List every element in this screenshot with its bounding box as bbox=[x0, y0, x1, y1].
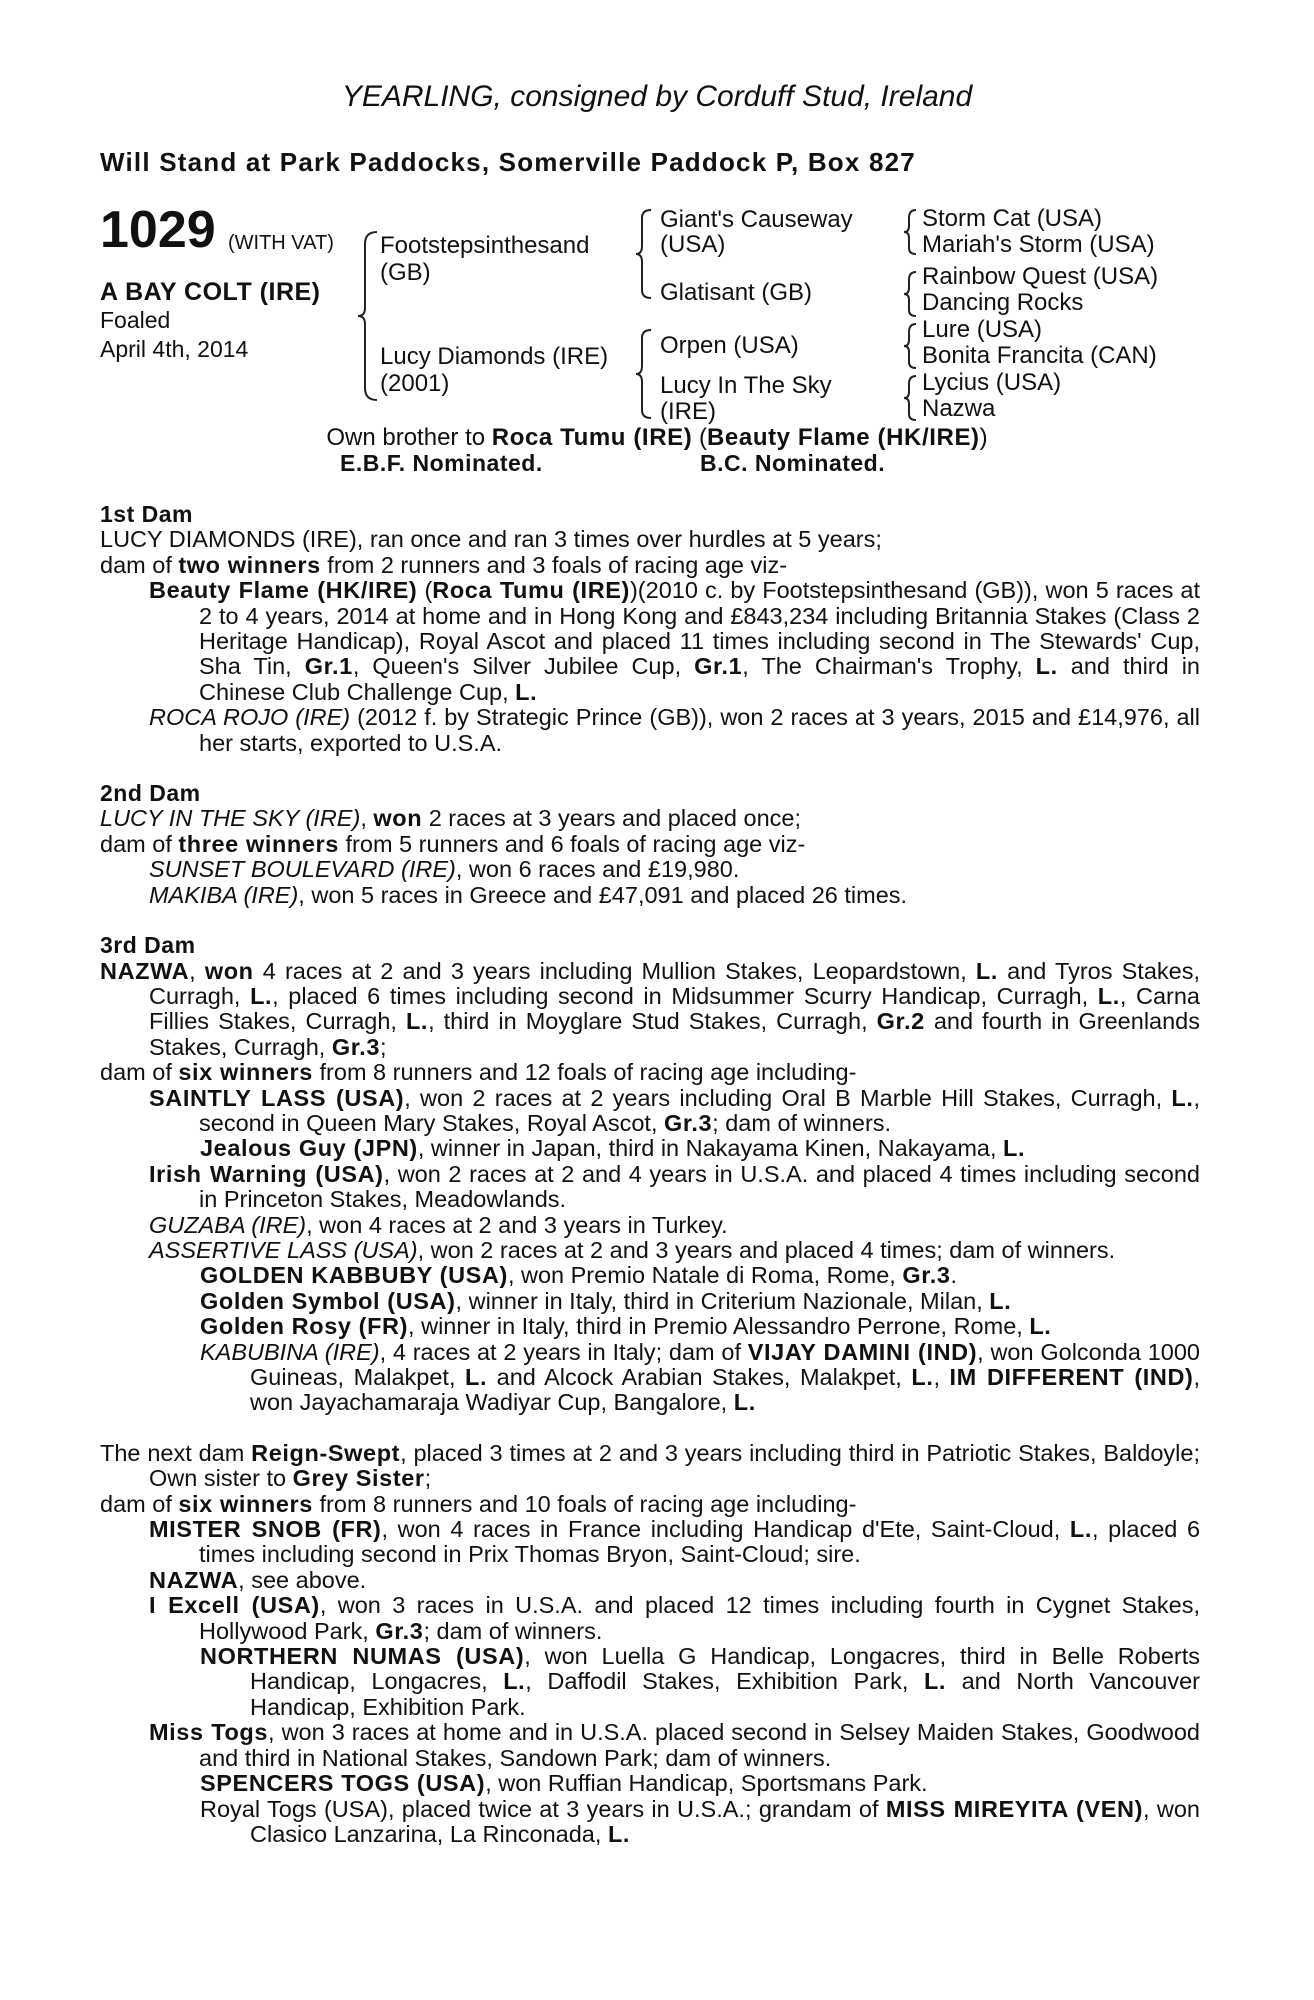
text-run: ) bbox=[979, 424, 988, 451]
text-run: , The Chairman's Trophy, bbox=[742, 653, 1036, 680]
sire-sire-name: Giant's Causeway bbox=[660, 206, 853, 233]
text-run: Gr.1 bbox=[694, 653, 743, 680]
text-run: from 8 runners and 10 foals of racing age including- bbox=[312, 1490, 857, 1517]
text-run: SAINTLY LASS (USA) bbox=[149, 1084, 405, 1111]
text-run: SUNSET BOULEVARD (IRE) bbox=[149, 856, 456, 883]
text-run: won bbox=[204, 957, 254, 984]
stand-location: Will Stand at Park Paddocks, Somerville Paddock P, Box 827 bbox=[100, 147, 916, 177]
text-run: GOLDEN KABBUBY (USA) bbox=[200, 1262, 508, 1289]
text-run: Gr.1 bbox=[304, 653, 353, 680]
text-run: and third in Chinese Club Challenge Cup, bbox=[199, 653, 1201, 705]
text-run: ; bbox=[380, 1033, 387, 1060]
text-run: two winners bbox=[178, 551, 321, 578]
text-run: L. bbox=[465, 1364, 488, 1390]
text-run: VIJAY DAMINI (IND) bbox=[747, 1338, 978, 1365]
text-run: Roca Tumu (IRE) bbox=[432, 577, 630, 604]
text-run: Miss Togs bbox=[149, 1719, 269, 1746]
text-run: L. bbox=[1069, 1516, 1092, 1543]
text-run: , won 3 races in U.S.A. and placed 12 times including fourth in Cygnet Stakes, Hollywood Park, bbox=[199, 1592, 1200, 1644]
text-run: Gr.3 bbox=[331, 1033, 380, 1060]
text-run: SPENCERS TOGS (USA) bbox=[200, 1770, 486, 1797]
text-run: , Daffodil Stakes, Exhibition Park, bbox=[525, 1668, 924, 1695]
text-run: L. bbox=[1035, 653, 1058, 680]
text-run: , placed 6 times including second in Prix Thomas Bryon, Saint-Cloud; sire. bbox=[199, 1516, 1201, 1568]
text-run: IM DIFFERENT (IND) bbox=[949, 1364, 1194, 1390]
text-run: Reign-Swept bbox=[251, 1439, 401, 1466]
gg-4: Dancing Rocks bbox=[922, 289, 1084, 316]
kabubina-entry bbox=[100, 1340, 1200, 1416]
dam-dam-suffix: (IRE) bbox=[660, 398, 716, 425]
text-run: six winners bbox=[178, 1059, 313, 1086]
text-run: L. bbox=[607, 1820, 631, 1847]
text-run: , won 2 races at 2 years including Oral B Marble Hill Stakes, Curragh, bbox=[404, 1084, 1172, 1111]
text-run: , won 4 races at 2 and 3 years in Turkey. bbox=[306, 1211, 728, 1238]
text-run: L. bbox=[989, 1287, 1012, 1314]
text-run: Golden Rosy (FR) bbox=[200, 1313, 409, 1340]
text-run: ( bbox=[417, 577, 433, 604]
text-run: ASSERTIVE LASS (USA) bbox=[149, 1236, 418, 1263]
text-run: Gr.3 bbox=[902, 1262, 951, 1289]
text-run: ; dam of winners. bbox=[712, 1109, 892, 1136]
text-run: , won Golconda 1000 Guineas, Malakpet, bbox=[250, 1338, 1201, 1390]
text-run: Irish Warning (USA) bbox=[149, 1160, 384, 1187]
pedigree-bracket-gg bbox=[900, 206, 922, 430]
text-run: NAZWA bbox=[100, 957, 190, 984]
text-run: L. bbox=[515, 678, 538, 705]
second-dam-heading: 2nd Dam bbox=[100, 780, 201, 807]
miss-togs-entry bbox=[100, 1720, 1200, 1771]
sire-suffix: (GB) bbox=[380, 259, 431, 286]
sire-sire-suffix: (USA) bbox=[660, 231, 726, 258]
text-run: and Alcock Arabian Stakes, Malakpet, bbox=[487, 1364, 912, 1390]
text-run: GUZABA (IRE) bbox=[149, 1211, 307, 1238]
text-run: , bbox=[360, 805, 374, 832]
third-dam-produce bbox=[100, 1060, 1200, 1085]
text-run: , Queen's Silver Jubilee Cup, bbox=[352, 653, 695, 680]
text-run: Golden Symbol (USA) bbox=[200, 1287, 456, 1314]
saintly-lass-entry bbox=[100, 1086, 1200, 1137]
own-brother-line bbox=[0, 424, 1314, 452]
beauty-flame-entry bbox=[100, 578, 1200, 705]
i-excell-entry bbox=[100, 1593, 1200, 1644]
second-dam-produce bbox=[100, 832, 1200, 857]
text-run: , Carna Fillies Stakes, Curragh, bbox=[149, 982, 1200, 1035]
text-run: LUCY IN THE SKY (IRE) bbox=[100, 805, 361, 832]
third-dam-heading: 3rd Dam bbox=[100, 932, 196, 959]
text-run: , 4 races at 2 years in Italy; dam of bbox=[379, 1338, 748, 1365]
nazwa-ref-entry bbox=[100, 1568, 1200, 1593]
dam-sire-name: Orpen (USA) bbox=[660, 332, 799, 359]
text-run: and fourth in Greenlands Stakes, Curragh, bbox=[149, 1008, 1201, 1060]
text-run: , won 3 races at home and in U.S.A. placed second in Selsey Maiden Stakes, Goodwood and third in National Stakes, Sandown Park; dam of winners. bbox=[199, 1719, 1200, 1771]
text-run: I Excell (USA) bbox=[149, 1592, 320, 1619]
text-run: KABUBINA (IRE) bbox=[200, 1338, 380, 1365]
second-dam-line bbox=[100, 806, 1200, 831]
foaled-label: Foaled bbox=[100, 307, 171, 333]
sire-dam-name: Glatisant (GB) bbox=[660, 279, 813, 306]
text-run: L. bbox=[1003, 1135, 1026, 1162]
text-run: L. bbox=[1171, 1084, 1194, 1111]
text-run: , won Premio Natale di Roma, Rome, bbox=[507, 1262, 903, 1289]
text-run: , third in Moyglare Stud Stakes, Curragh, bbox=[428, 1008, 877, 1035]
text-run: , won 5 races in Greece and £47,091 and placed 26 times. bbox=[298, 881, 908, 908]
gg-8: Nazwa bbox=[922, 395, 996, 422]
dam-suffix: (2001) bbox=[380, 370, 450, 397]
text-run: and Tyros Stakes, Curragh, bbox=[149, 957, 1201, 1009]
bc-nominated: B.C. Nominated. bbox=[700, 450, 886, 476]
text-run: , won Luella G Handicap, Longacres, third in Belle Roberts Handicap, Longacres, bbox=[250, 1643, 1200, 1695]
nazwa-entry bbox=[100, 959, 1200, 1061]
text-run: L. bbox=[250, 982, 273, 1009]
text-run: MISTER SNOB (FR) bbox=[149, 1516, 382, 1543]
text-run: Gr.2 bbox=[876, 1008, 925, 1035]
first-dam-line: LUCY DIAMONDS (IRE), ran once and ran 3 times over hurdles at 5 years; bbox=[100, 526, 882, 553]
text-run: from 5 runners and 6 foals of racing age viz- bbox=[338, 830, 806, 857]
golden-rosy-entry bbox=[100, 1314, 1200, 1339]
pedigree-bracket-dam bbox=[633, 326, 657, 422]
text-run: ROCA ROJO (IRE) bbox=[149, 704, 351, 731]
text-run: Grey Sister bbox=[292, 1465, 425, 1492]
golden-kabbuby-entry bbox=[100, 1263, 1200, 1288]
gg-6: Bonita Francita (CAN) bbox=[922, 342, 1157, 369]
text-run: Royal Togs (USA), placed twice at 3 years in U.S.A.; grandam of bbox=[200, 1795, 886, 1822]
roca-rojo-entry bbox=[100, 705, 1200, 756]
text-run: L. bbox=[975, 957, 998, 984]
text-run: )(2010 c. by Footstepsinthesand (GB)), won 5 races at 2 to 4 years, 2014 at home and in Hong Kong and £843,234 including Britannia Stakes (Class 2 Heritage Handicap), Royal Ascot and placed 11 times including second in The Stewards' Cup, Sha Tin, bbox=[199, 577, 1201, 680]
lot-name: A BAY COLT (IRE) bbox=[100, 278, 321, 306]
text-run: six winners bbox=[178, 1490, 313, 1517]
gg-1: Storm Cat (USA) bbox=[922, 205, 1103, 232]
text-run: L. bbox=[1097, 982, 1120, 1009]
jealous-guy-entry bbox=[100, 1136, 1200, 1161]
text-run: L. bbox=[733, 1389, 756, 1416]
pedigree-bracket-sire bbox=[633, 206, 657, 302]
text-run: , bbox=[189, 957, 205, 984]
first-dam-produce bbox=[100, 553, 1200, 578]
vat-note: (WITH VAT) bbox=[228, 232, 334, 254]
text-run: L. bbox=[911, 1364, 934, 1390]
golden-symbol-entry bbox=[100, 1289, 1200, 1314]
text-run: , placed 3 times at 2 and 3 years including third in Patriotic Stakes, Baldoyle; Own sister to bbox=[149, 1439, 1201, 1492]
text-run: L. bbox=[503, 1668, 526, 1695]
text-run: (2012 f. by Strategic Prince (GB)), won 2 races at 3 years, 2015 and £14,976, all her starts, exported to U.S.A. bbox=[199, 704, 1200, 756]
gg-3: Rainbow Quest (USA) bbox=[922, 263, 1159, 290]
text-run: three winners bbox=[178, 830, 339, 857]
sibling-name-1: Roca Tumu (IRE) bbox=[491, 424, 693, 451]
text-run: NORTHERN NUMAS (USA) bbox=[200, 1643, 525, 1670]
text-run: , bbox=[933, 1364, 950, 1390]
text-run: NAZWA bbox=[149, 1566, 239, 1593]
sunset-boulevard-entry bbox=[100, 857, 1200, 882]
text-run: L. bbox=[1029, 1313, 1052, 1340]
text-run: Gr.3 bbox=[375, 1617, 424, 1644]
foaled-date: April 4th, 2014 bbox=[100, 336, 249, 362]
text-run: , placed 6 times including second in Midsummer Scurry Handicap, Curragh, bbox=[272, 982, 1098, 1009]
text-run: The next dam bbox=[100, 1439, 252, 1466]
next-dam-produce bbox=[100, 1492, 1200, 1517]
text-run: Jealous Guy (JPN) bbox=[200, 1135, 418, 1162]
spencers-togs-entry bbox=[100, 1771, 1200, 1796]
dam-name: Lucy Diamonds (IRE) bbox=[380, 343, 609, 370]
text-run: dam of bbox=[100, 1490, 179, 1517]
text-run: ; dam of winners. bbox=[423, 1617, 603, 1644]
text-run: , won Jayachamaraja Wadiyar Cup, Bangalore, bbox=[250, 1364, 1200, 1416]
text-run: ; bbox=[424, 1465, 432, 1492]
text-run: and North Vancouver Handicap, Exhibition Park. bbox=[250, 1668, 1200, 1720]
makiba-entry bbox=[100, 883, 1200, 908]
text-run: , winner in Italy, third in Premio Alessandro Perrone, Rome, bbox=[408, 1313, 1030, 1340]
text-run: from 8 runners and 12 foals of racing age including- bbox=[312, 1059, 857, 1086]
catalogue-title: YEARLING, consigned by Corduff Stud, Ireland bbox=[341, 80, 973, 113]
text-run: , won 4 races in France including Handicap d'Ete, Saint-Cloud, bbox=[381, 1516, 1070, 1543]
first-dam-heading: 1st Dam bbox=[100, 501, 193, 527]
text-run: 2 races at 3 years and placed once; bbox=[422, 805, 802, 832]
text-run: Own brother to bbox=[326, 424, 492, 451]
text-run: dam of bbox=[100, 551, 179, 578]
text-run: ( bbox=[692, 424, 707, 451]
dam-dam-name: Lucy In The Sky bbox=[660, 372, 832, 399]
text-run: , second in Queen Mary Stakes, Royal Ascot, bbox=[199, 1084, 1201, 1136]
gg-5: Lure (USA) bbox=[922, 316, 1043, 343]
text-run: , won Clasico Lanzarina, La Rinconada, bbox=[250, 1795, 1200, 1847]
text-run: , won 2 races at 2 and 4 years in U.S.A. and placed 4 times including second in Princeton Stakes, Meadowlands. bbox=[199, 1160, 1200, 1213]
text-run: MISS MIREYITA (VEN) bbox=[885, 1795, 1144, 1822]
irish-warning-entry bbox=[100, 1162, 1200, 1213]
text-run: , winner in Japan, third in Nakayama Kinen, Nakayama, bbox=[417, 1135, 1004, 1162]
guzaba-entry bbox=[100, 1213, 1200, 1238]
text-run: , won 6 races and £19,980. bbox=[455, 856, 740, 883]
catalogue-body bbox=[100, 502, 1200, 1847]
gg-7: Lycius (USA) bbox=[922, 369, 1062, 396]
mister-snob-entry bbox=[100, 1517, 1200, 1568]
text-run: , winner in Italy, third in Criterium Nazionale, Milan, bbox=[455, 1287, 990, 1314]
text-run: , see above. bbox=[238, 1566, 367, 1593]
ebf-nominated: E.B.F. Nominated. bbox=[340, 450, 543, 476]
text-run: dam of bbox=[100, 830, 179, 857]
lot-number: 1029 bbox=[100, 201, 216, 259]
text-run: MAKIBA (IRE) bbox=[149, 881, 299, 908]
text-run: 4 races at 2 and 3 years including Mullion Stakes, Leopardstown, bbox=[253, 957, 976, 984]
text-run: Gr.3 bbox=[664, 1109, 713, 1136]
text-run: from 2 runners and 3 foals of racing age viz- bbox=[320, 551, 788, 578]
text-run: , won 2 races at 2 and 3 years and placed 4 times; dam of winners. bbox=[417, 1236, 1116, 1263]
text-run: . bbox=[950, 1262, 958, 1289]
text-run: L. bbox=[923, 1668, 947, 1695]
text-run: dam of bbox=[100, 1059, 179, 1086]
royal-togs-entry bbox=[100, 1797, 1200, 1848]
sire-name: Footstepsinthesand bbox=[380, 232, 590, 259]
northern-numas-entry bbox=[100, 1644, 1200, 1720]
text-run: won bbox=[373, 805, 423, 832]
text-run: , won Ruffian Handicap, Sportsmans Park. bbox=[485, 1770, 928, 1797]
next-dam-entry bbox=[100, 1441, 1200, 1492]
assertive-lass-entry bbox=[100, 1238, 1200, 1263]
text-run: L. bbox=[405, 1008, 429, 1035]
text-run: Beauty Flame (HK/IRE) bbox=[149, 577, 418, 604]
sibling-name-2: Beauty Flame (HK/IRE) bbox=[707, 424, 980, 451]
gg-2: Mariah's Storm (USA) bbox=[922, 231, 1155, 258]
